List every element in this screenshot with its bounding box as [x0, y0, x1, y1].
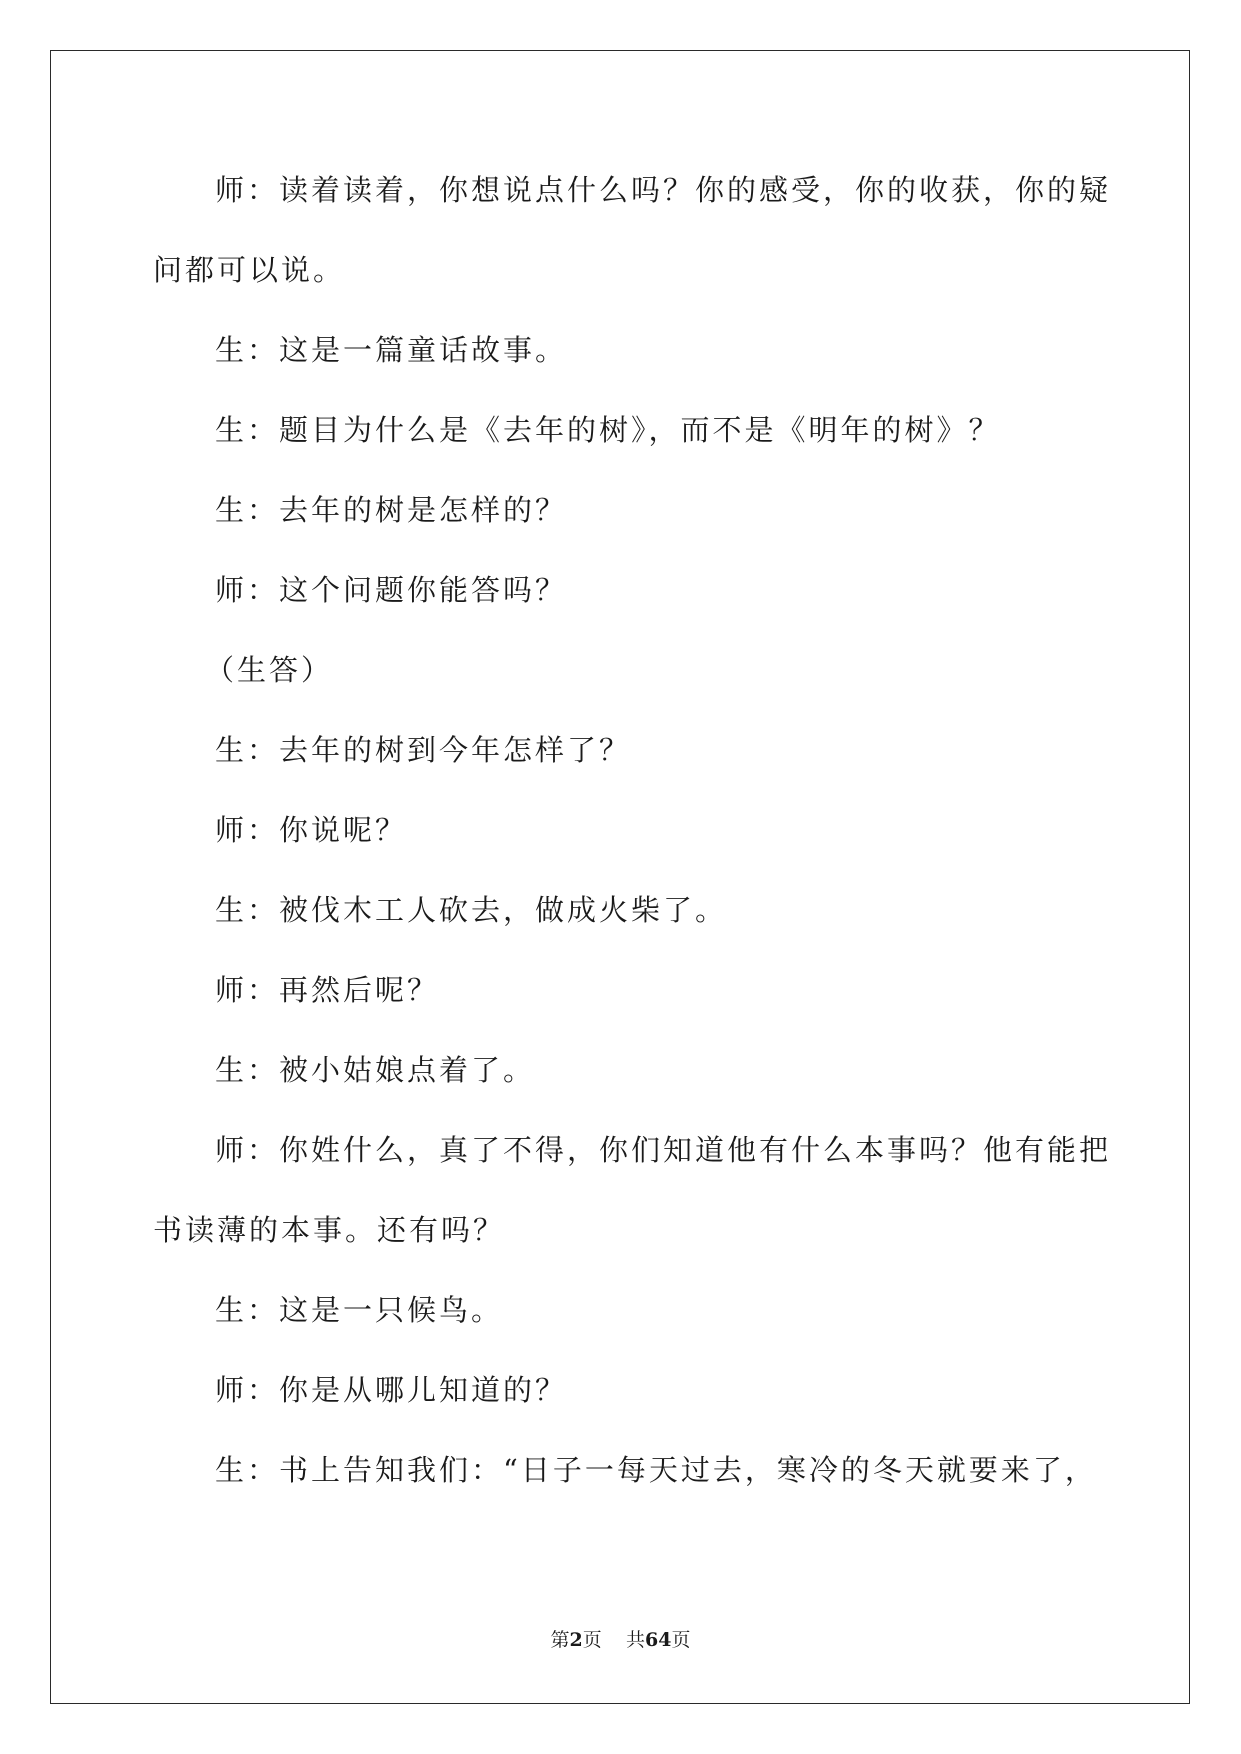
paragraph-line: 生：题目为什么是《去年的树》，而不是《明年的树》？	[215, 413, 1001, 447]
paragraph-line: 问都可以说。	[153, 253, 346, 287]
paragraph-line: 生：去年的树是怎样的？	[215, 493, 568, 527]
current-page-number: 2	[569, 1629, 583, 1651]
paragraph-line: （生答）	[205, 653, 334, 687]
paragraph-line: 师：再然后呢？	[215, 973, 440, 1007]
paragraph-line: 师：你是从哪儿知道的？	[215, 1373, 568, 1407]
paragraph-line: 生：被伐木工人砍去，做成火柴了。	[215, 893, 728, 927]
paragraph-line: 书读薄的本事。还有吗？	[153, 1213, 506, 1247]
total-pages-number: 64	[644, 1629, 672, 1651]
paragraph-line: 师：这个问题你能答吗？	[215, 573, 568, 607]
paragraph-line: 师：你姓什么，真了不得，你们知道他有什么本事吗？他有能把	[215, 1133, 1112, 1167]
footer-total-unit: 页	[671, 1629, 691, 1651]
page-footer	[0, 1628, 1241, 1652]
footer-total-prefix: 共	[625, 1629, 645, 1651]
paragraph-line: 师：读着读着，你想说点什么吗？你的感受，你的收获，你的疑	[215, 173, 1112, 207]
paragraph-line: 生：这是一篇童话故事。	[215, 333, 568, 367]
paragraph-line: 师：你说呢？	[215, 813, 408, 847]
footer-prefix: 第	[550, 1629, 570, 1651]
paragraph-line: 生：被小姑娘点着了。	[215, 1053, 536, 1087]
paragraph-line: 生：书上告知我们：“日子一每天过去，寒冷的冬天就要来了，	[215, 1453, 1097, 1487]
paragraph-line: 生：去年的树到今年怎样了？	[215, 733, 632, 767]
document-body	[153, 150, 1112, 1510]
paragraph-line: 生：这是一只候鸟。	[215, 1293, 504, 1327]
footer-page-unit: 页	[582, 1629, 602, 1651]
